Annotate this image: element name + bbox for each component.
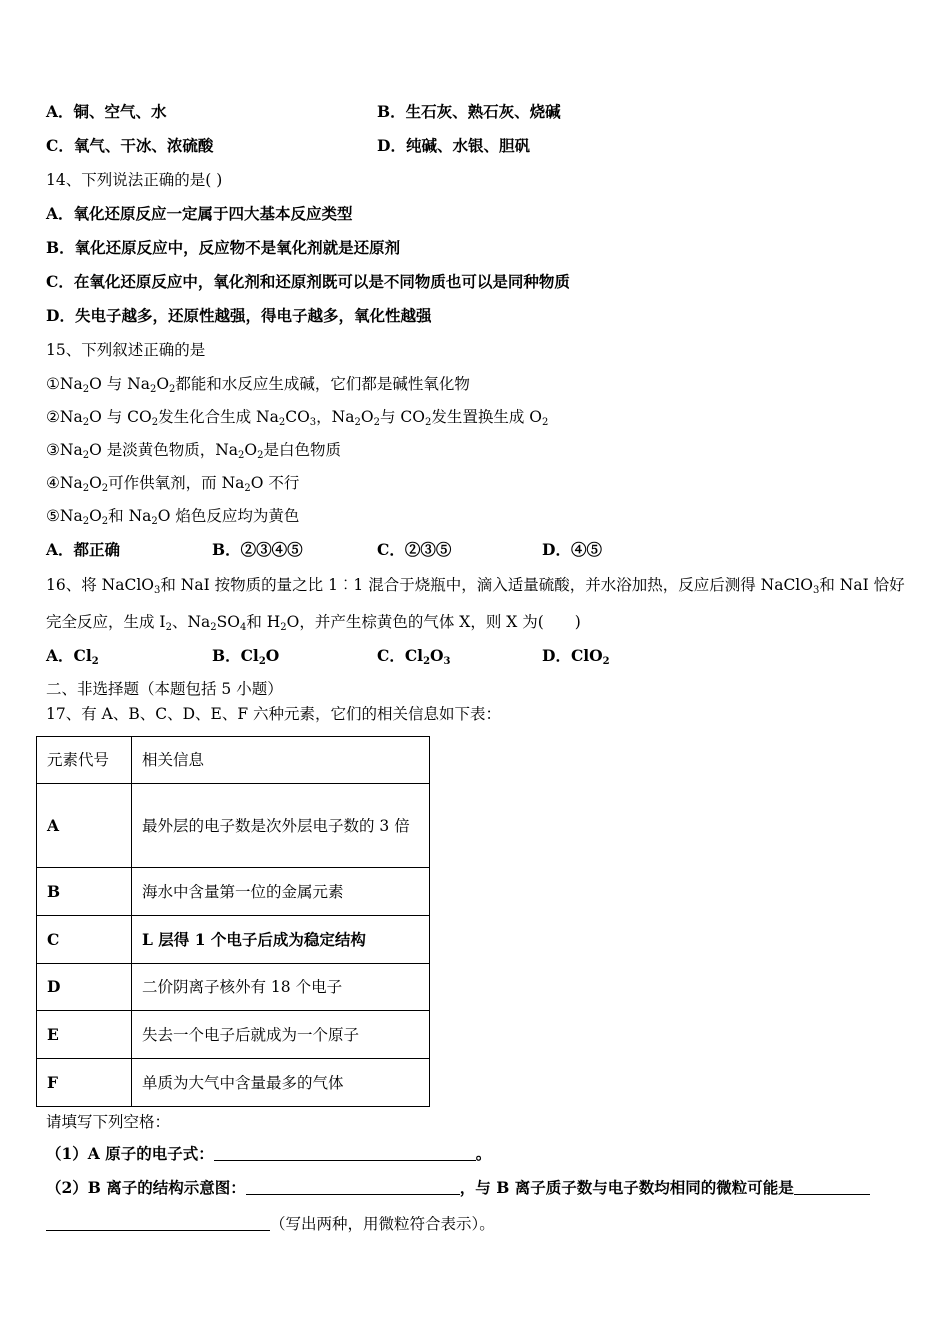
- q14-stem: 14、下列说法正确的是( ): [46, 171, 223, 189]
- q13-option-b: B．生石灰、熟石灰、烧碱: [377, 102, 561, 121]
- q14-option-a: A．氧化还原反应一定属于四大基本反应类型: [46, 204, 353, 223]
- table-row: [37, 868, 430, 916]
- q16-option-b: B．$Cl_2O$: [212, 646, 280, 667]
- q16-option-a: A．$Cl_2$: [46, 646, 99, 667]
- row-code: E: [37, 1011, 132, 1059]
- table-row: [37, 916, 430, 964]
- row-code: B: [37, 868, 132, 916]
- row-code: A: [37, 784, 132, 868]
- q15-option-b: B．②③④⑤: [212, 540, 303, 559]
- row-info: 二价阴离子核外有 18 个电子: [132, 964, 430, 1011]
- row-code: F: [37, 1059, 132, 1107]
- q15-option-c: C．②③⑤: [377, 540, 452, 559]
- answer-blank[interactable]: [214, 1144, 476, 1161]
- element-info-table: [36, 736, 430, 1107]
- section-2-heading: 二、非选择题（本题包括 5 小题）: [46, 680, 283, 698]
- q14-option-b: B．氧化还原反应中，反应物不是氧化剂就是还原剂: [46, 238, 401, 257]
- q15-statement-5: $⑤Na_2O_2$和 $Na_2O$ 焰色反应均为黄色: [46, 507, 300, 527]
- row-code: C: [37, 916, 132, 964]
- q14-option-d: D．失电子越多，还原性越强，得电子越多，氧化性越强: [46, 306, 432, 325]
- header-code: 元素代号: [37, 737, 132, 784]
- q15-statement-1: $①Na_2O$ 与 $Na_2O_2$都能和水反应生成碱，它们都是碱性氧化物: [46, 375, 470, 395]
- q15-stem: 15、下列叙述正确的是: [46, 341, 206, 359]
- q17-part-2: （2）B 离子的结构示意图： ，与 B 离子质子数与电子数均相同的微粒可能是: [46, 1178, 870, 1198]
- row-code: D: [37, 964, 132, 1011]
- q17-part-2-cont: （写出两种，用微粒符合表示）。: [46, 1214, 495, 1234]
- answer-blank[interactable]: [46, 1214, 270, 1231]
- header-info: 相关信息: [132, 737, 430, 784]
- q15-statement-2: $②Na_2O$ 与 $CO_2$发生化合生成 $Na_2CO_3$，$Na_2O_2$与 $CO_2$发生置换生成 $O_2$: [46, 408, 549, 428]
- row-info: 海水中含量第一位的金属元素: [132, 868, 430, 916]
- table-header-row: [37, 737, 430, 784]
- q13-option-a: A．铜、空气、水: [46, 102, 167, 121]
- q13-option-c: C．氧气、干冰、浓硫酸: [46, 136, 214, 155]
- row-info: 单质为大气中含量最多的气体: [132, 1059, 430, 1107]
- answer-blank[interactable]: [794, 1178, 870, 1195]
- q16-stem-line-2: 完全反应，生成 $I_2$、$Na_2SO_4$和 $H_2O$，并产生棕黄色的气体 X，则 X 为( ): [46, 613, 581, 633]
- q17-part-1: （1）A 原子的电子式： 。: [46, 1144, 492, 1163]
- q17-prompt: 请填写下列空格：: [46, 1113, 171, 1131]
- q14-option-c: C．在氧化还原反应中，氧化剂和还原剂既可以是不同物质也可以是同种物质: [46, 272, 570, 291]
- q13-option-d: D．纯碱、水银、胆矾: [377, 136, 530, 155]
- table-row: [37, 1059, 430, 1107]
- q16-option-d: D．ClO$_2$: [542, 646, 610, 667]
- q15-option-d: D．④⑤: [542, 540, 602, 559]
- table-row: [37, 1011, 430, 1059]
- row-info: 最外层的电子数是次外层电子数的 3 倍: [132, 784, 430, 868]
- q16-option-c: C．$Cl_2O_3$: [377, 646, 451, 667]
- q15-statement-3: $③Na_2O$ 是淡黄色物质，$Na_2O_2$是白色物质: [46, 441, 342, 461]
- row-info: L 层得 1 个电子后成为稳定结构: [132, 916, 430, 964]
- q17-stem: 17、有 A、B、C、D、E、F 六种元素，它们的相关信息如下表：: [46, 705, 502, 723]
- q15-option-a: A．都正确: [46, 540, 121, 559]
- q16-stem-line-1: 16、将 NaClO$_3$和 NaI 按物质的量之比 1︰1 混合于烧瓶中，滴入适量硫酸，并水浴加热，反应后测得 NaClO$_3$和 NaI 恰好: [46, 576, 905, 596]
- table-row: [37, 964, 430, 1011]
- table-row: [37, 784, 430, 868]
- answer-blank[interactable]: [246, 1178, 460, 1195]
- row-info: 失去一个电子后就成为一个原子: [132, 1011, 430, 1059]
- q15-statement-4: $④Na_2O_2$可作供氧剂，而 $Na_2O$ 不行: [46, 474, 300, 494]
